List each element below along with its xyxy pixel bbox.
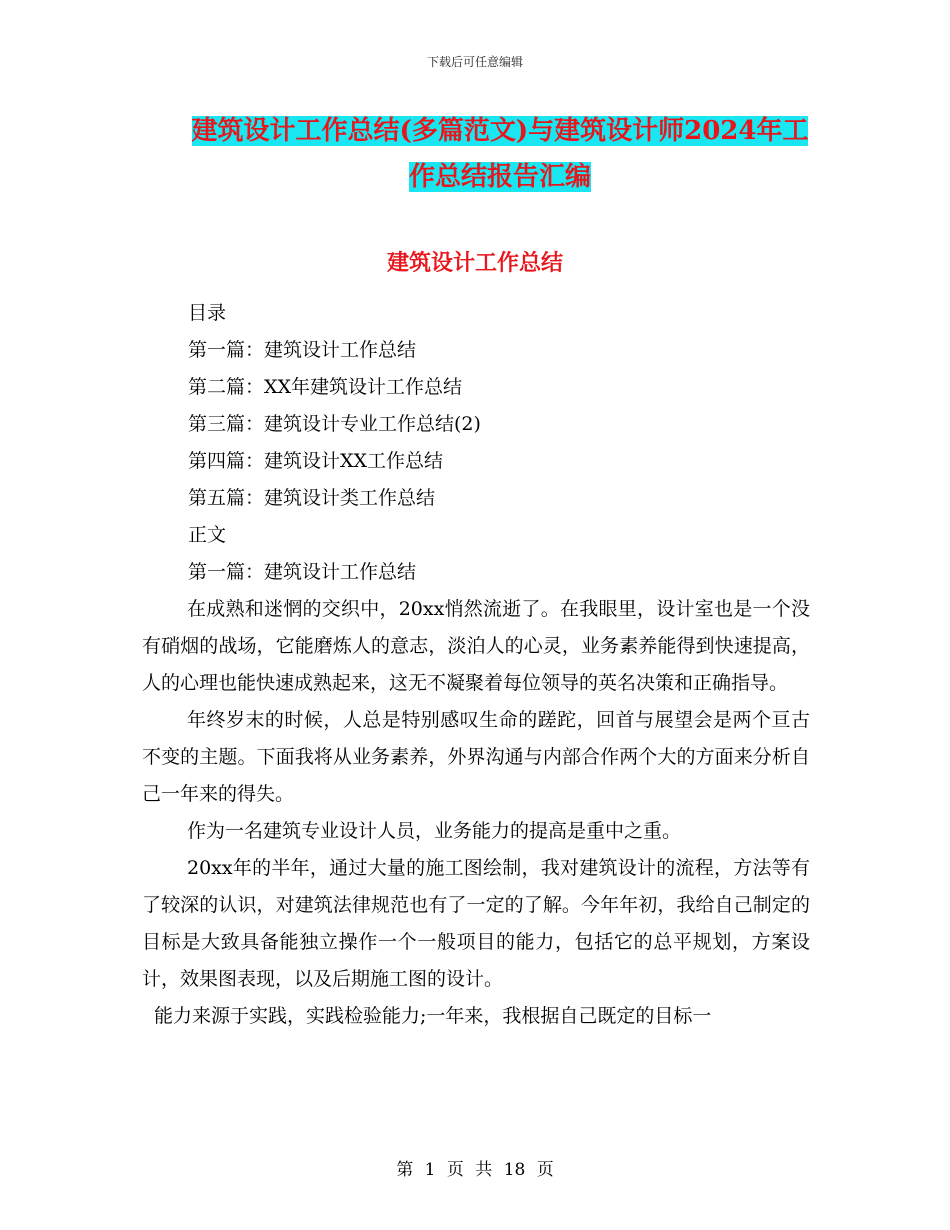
title-line-2: 作总结报告汇编 [408,162,591,192]
toc-item: 第二篇：XX年建筑设计工作总结 [188,376,463,398]
body-paragraph: 作为一名建筑专业设计人员，业务能力的提高是重中之重。 [187,820,682,842]
page-header-note: 下载后可任意编辑 [426,55,523,69]
page-footer: 第 1 页 共 18 页 [396,1160,554,1180]
body-paragraph: 在成熟和迷惘的交织中，20xx悄然流逝了。在我眼里，设计室也是一个没有硝烟的战场，它能磨炼人的意志，淡泊人的心灵，业务素养能得到快速提高，人的心理也能快速成熟起来，这无不凝聚着每位领导的英名决策和正确指导。 [142,598,810,694]
toc-heading: 目录 [188,302,227,324]
body-paragraph: 能力来源于实践，实践检验能力;一年来，我根据自己既定的目标一 [154,1005,712,1027]
toc-item: 第四篇：建筑设计XX工作总结 [188,450,444,472]
toc-item: 第一篇：建筑设计工作总结 [188,339,417,361]
document-title [150,108,850,200]
toc-item: 第三篇：建筑设计专业工作总结(2) [188,413,481,435]
table-of-contents [188,295,481,591]
first-section-heading: 第一篇：建筑设计工作总结 [188,561,417,583]
toc-item: 第五篇：建筑设计类工作总结 [188,487,436,509]
document-body [142,591,810,1035]
body-paragraph: 年终岁末的时候，人总是特别感叹生命的蹉跎，回首与展望会是两个亘古不变的主题。下面我将从业务素养，外界沟通与内部合作两个大的方面来分析自己一年来的得失。 [142,709,810,805]
body-paragraph: 20xx年的半年，通过大量的施工图绘制，我对建筑设计的流程，方法等有了较深的认识，对建筑法律规范也有了一定的了解。今年年初，我给自己制定的目标是大致具备能独立操作一个一般项目的能力，包括它的总平规划，方案设计，效果图表现，以及后期施工图的设计。 [142,857,810,990]
body-label: 正文 [188,524,227,546]
section-subtitle: 建筑设计工作总结 [386,250,563,276]
title-line-1: 建筑设计工作总结(多篇范文)与建筑设计师2024年工 [191,116,809,146]
